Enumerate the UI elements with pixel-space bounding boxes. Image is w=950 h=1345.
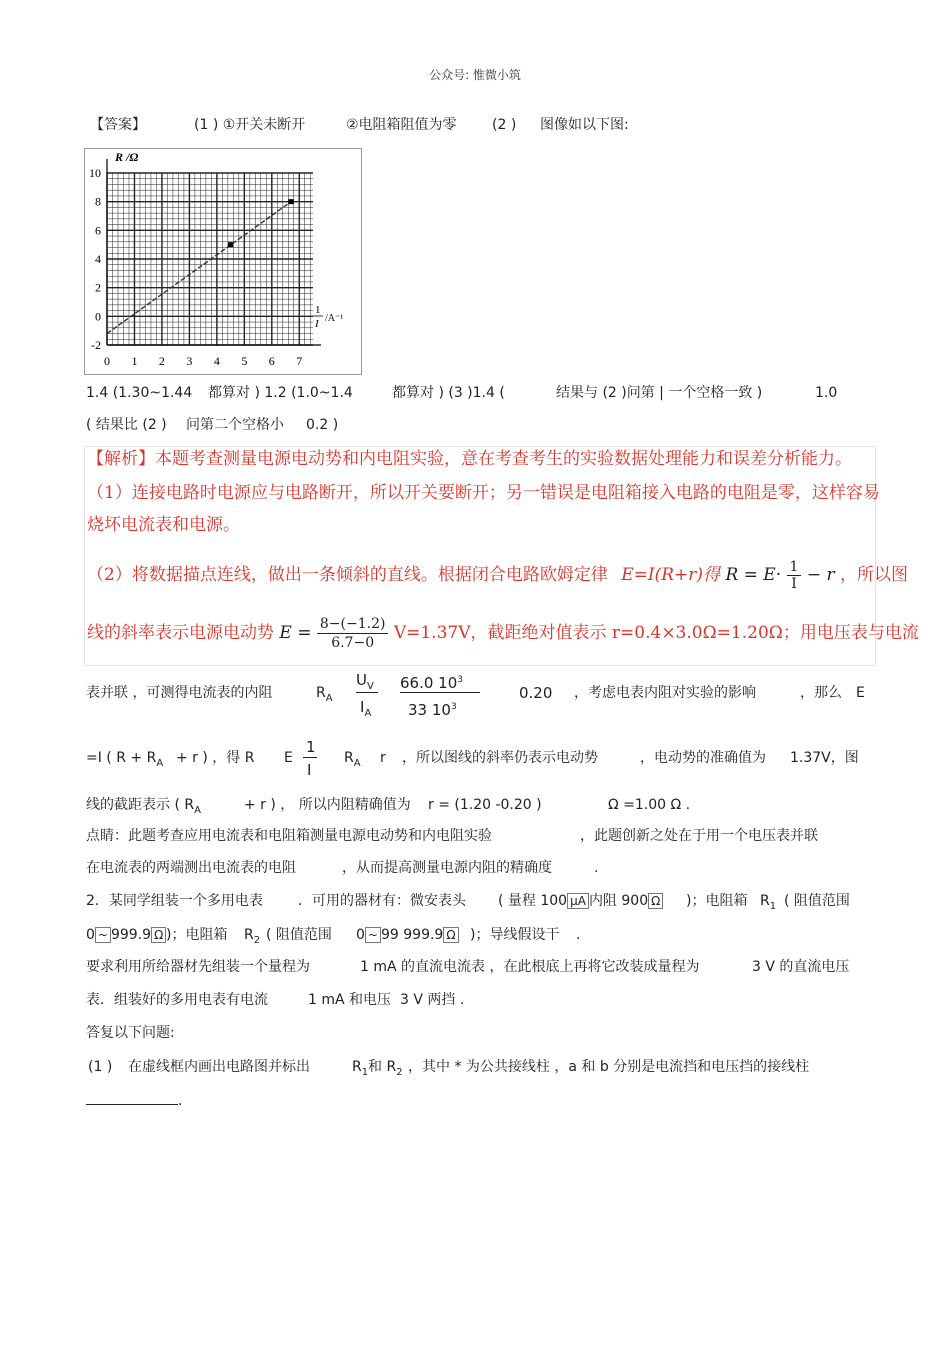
slope-fraction — [317, 615, 389, 652]
formula2-d-text: R — [344, 750, 354, 766]
q3-line — [86, 925, 166, 945]
analysis-line-5 — [87, 615, 919, 652]
q3-text-e: ( 阻值范围 — [266, 927, 332, 943]
formula1-num — [400, 670, 463, 693]
slope-denominator: 6.7−0 — [331, 635, 375, 651]
comment-text-2b: ，从而提高测量电源内阻的精确度 — [342, 860, 552, 876]
answer-part-4: 图像如以下图: — [540, 117, 629, 133]
q5-text-b: 1 mA 和电压 — [308, 992, 392, 1008]
result-text-2a: ( 结果比 (2 ) — [86, 417, 167, 433]
data-point — [289, 199, 294, 204]
chart-frame — [84, 148, 362, 375]
formula1-result: 0.20 — [519, 684, 553, 702]
r-vs-inverse-i-chart — [85, 149, 361, 374]
q3-zero-2: 0 — [356, 927, 365, 943]
r1-symbol: R — [760, 893, 770, 909]
value-fraction-bar — [400, 692, 480, 693]
q7-r2 — [368, 1057, 403, 1083]
intercept-text-d: Ω =1.00 Ω . — [608, 797, 691, 813]
result-text-1d: 结果与 (2 )问第 | 一个空格一致 ) — [556, 385, 763, 401]
result-text-1e: 1.0 — [815, 385, 838, 401]
r-formula: R = E· — [725, 565, 782, 585]
y-tick-label: -2 — [91, 338, 101, 352]
formula1-ia — [360, 697, 371, 724]
result-text-1a: 1.4 (1.30~1.44 — [86, 385, 193, 401]
q7-r2-subscript: 2 — [396, 1066, 403, 1078]
uv-symbol: U — [356, 671, 367, 689]
data-point — [228, 242, 233, 247]
comment-text-1a: 点睛：此题考查应用电流表和电阻箱测量电源电动势和内电阻实验 — [86, 828, 492, 844]
x-tick-label: 5 — [241, 354, 248, 368]
r2-symbol: R — [244, 927, 254, 943]
ohm-symbol-2: Ω — [151, 927, 166, 943]
x-axis-label-denominator: I — [315, 318, 319, 330]
q7-text-e: ，其中 * 为公共接线柱 ，a 和 b 分别是电流挡和电压挡的接线柱 — [408, 1059, 810, 1075]
microamp-symbol: μA — [567, 893, 589, 909]
formula1-ra — [316, 683, 333, 709]
tilde-symbol: ~ — [95, 927, 111, 943]
blank-period: . — [178, 1093, 183, 1109]
q6-text: 答复以下问题: — [86, 1025, 175, 1041]
intercept-text-c: r = (1.20 -0.20 ) — [428, 797, 542, 813]
q4-text-b: 1 mA 的直流电流表 ，在此根底上再将它改装成量程为 — [360, 959, 700, 975]
formula2-c: E — [284, 750, 293, 766]
x-tick-label: 2 — [158, 354, 165, 368]
q7-r1-subscript: 1 — [361, 1066, 369, 1078]
answer-blank — [86, 1090, 182, 1111]
r1-subscript: 1 — [769, 900, 777, 912]
formula1-text-c: ，那么 — [800, 685, 842, 701]
analysis-line-4a: （2）将数据描点连线，做出一条倾斜的直线。根据闭合电路欧姆定律 — [87, 565, 608, 585]
x-tick-label: 1 — [131, 354, 138, 368]
q3-zero: 0 — [86, 927, 95, 943]
answer-part-1: (1 ) ①开关未断开 — [194, 117, 306, 133]
intercept-subscript: A — [194, 804, 201, 816]
q2-range: ( 量程 100 — [498, 893, 568, 909]
answer-part-2: ②电阻箱阻值为零 — [346, 117, 457, 133]
r2-subscript: 2 — [253, 934, 261, 946]
x-tick-label: 4 — [213, 354, 220, 368]
formula2-f: ，所以图线的斜率仍表示电动势 — [402, 750, 598, 766]
answer-tag: 【答案】 — [90, 117, 146, 133]
formula2-fraction-bar — [303, 757, 317, 758]
q5-text-c: 3 V 两挡 . — [400, 992, 465, 1008]
numerator-exponent: 3 — [457, 675, 463, 685]
q2-text-b: ．可用的器材有：微安表头 — [298, 893, 466, 909]
analysis-line-5a: 线的斜率表示电源电动势 — [87, 623, 274, 643]
formula1-text-a: 表并联 ，可测得电流表的内阻 — [86, 685, 273, 701]
formula2-d — [344, 748, 361, 774]
q3-text-i: . — [576, 927, 581, 943]
page-header: 公众号: 惟微小筑 — [429, 68, 521, 82]
ra-subscript: A — [325, 692, 333, 704]
y-tick-label: 10 — [89, 166, 101, 180]
analysis-line-1: 【解析】本题考查测量电源电动势和内电阻实验，意在考查考生的实验数据处理能力和误差分析能力。 — [87, 449, 852, 469]
analysis-line-2: （1）连接电路时电源应与电路断开，所以开关要断开；另一错误是电阻箱接入电路的电阻是零，这样容易 — [87, 483, 880, 503]
q2-r1 — [760, 891, 776, 917]
result-text-1c: 都算对 ) (3 )1.4 ( — [392, 385, 505, 401]
analysis-line-4 — [87, 559, 908, 592]
y-axis-label: R /Ω — [115, 150, 139, 164]
result-text-2b: 问第二个空格小 — [186, 417, 284, 433]
q3-text-h: )；导线假设干 — [470, 927, 560, 943]
y-tick-label: 2 — [95, 280, 101, 295]
x-tick-label: 0 — [104, 354, 110, 368]
y-tick-label: 0 — [95, 309, 101, 324]
result-text-1b: 都算对 ) 1.2 (1.0~1.4 — [208, 385, 353, 401]
q2-text-a: 2．某同学组装一个多用电表 — [86, 893, 263, 909]
ohm-symbol: Ω — [648, 893, 663, 909]
q3-r2 — [244, 925, 260, 951]
comment-text-2c: . — [594, 860, 599, 876]
x-tick-label: 3 — [186, 354, 193, 368]
y-tick-label: 4 — [95, 252, 101, 266]
formula2-b: + r ) ，得 R — [176, 750, 255, 766]
q2-text-c — [498, 891, 663, 911]
q3-text-c: )；电阻箱 — [166, 927, 228, 943]
intercept-text-b: + r ) ， 所以内阻精确值为 — [244, 797, 411, 813]
formula2-g: ，电动势的准确值为 — [640, 750, 766, 766]
formula1-den — [408, 697, 457, 720]
fraction-numerator: 1 — [787, 559, 802, 576]
x-axis-label-unit: /A⁻¹ — [325, 313, 344, 324]
formula2-a — [86, 748, 163, 774]
intercept-text — [86, 795, 201, 821]
q2-text-e: )；电阻箱 — [686, 893, 748, 909]
q7-r1-symbol: R — [352, 1059, 362, 1075]
analysis-image-block — [84, 446, 919, 666]
analysis-line-5e: V=1.37V，截距绝对值表示 — [393, 623, 607, 643]
q5-text-a: 表．组装好的多用电表有电流 — [86, 992, 268, 1008]
formula2-fd: I — [307, 761, 312, 779]
result-text-2c: 0.2 ) — [306, 417, 339, 433]
uv-fraction-bar — [356, 692, 378, 693]
q3-range-max: 999.9 — [110, 927, 152, 943]
formula1-text-b: ，考虑电表内阻对实验的影响 — [574, 685, 756, 701]
q3-range-2 — [356, 925, 459, 945]
q7-r2-text: 和 R — [368, 1059, 397, 1075]
q7-text-b: 在虚线框内画出电路图并标出 — [128, 1059, 310, 1075]
ohm-symbol-3: Ω — [443, 927, 458, 943]
denominator-exponent: 3 — [450, 702, 457, 712]
numerator-value: 66.0 10 — [400, 674, 458, 692]
comment-text-2a: 在电流表的两端测出电流表的电阻 — [86, 860, 296, 876]
formula2-d-subscript: A — [353, 757, 361, 769]
formula1-e: E — [856, 685, 865, 701]
uv-subscript: V — [366, 681, 374, 692]
analysis-line-4g: ，所以图 — [840, 565, 909, 585]
formula2-fn: 1 — [306, 738, 316, 756]
tilde-symbol-2: ~ — [365, 927, 381, 943]
formula2-h: 1.37V，图 — [790, 750, 859, 766]
x-axis-label-numerator: 1 — [315, 304, 321, 316]
ia-subscript: A — [364, 708, 372, 719]
answer-part-3: (2 ) — [492, 117, 517, 133]
q4-text-c: 3 V 的直流电压 — [752, 959, 850, 975]
ohm-law-formula: E=I(R+r)得 — [621, 565, 721, 585]
y-tick-label: 6 — [95, 223, 101, 238]
formula2-a-text: =I ( R + R — [86, 750, 157, 766]
inverse-i-fraction — [787, 559, 802, 592]
fraction-denominator: I — [791, 576, 797, 592]
e-equals: E = — [279, 623, 312, 643]
analysis-line-3: 烧坏电流表和电源。 — [87, 515, 240, 535]
ra-symbol: R — [316, 685, 326, 701]
q2-text-g: ( 阻值范围 — [784, 893, 850, 909]
comment-text-1b: ，此题创新之处在于用一个电压表并联 — [580, 828, 818, 844]
denominator-value: 33 10 — [408, 701, 451, 719]
analysis-line-5f: r=0.4×3.0Ω=1.20Ω；用电压表与电流 — [611, 623, 919, 643]
ia-symbol: I — [360, 698, 365, 716]
q7-r1 — [352, 1057, 368, 1083]
blank-line — [86, 1090, 178, 1105]
x-tick-label: 7 — [296, 354, 303, 368]
q2-resistance: 内阻 900 — [588, 893, 649, 909]
y-tick-label: 8 — [95, 194, 101, 209]
minus-r: − r — [806, 565, 835, 585]
q7-text-a: (1 ) — [88, 1059, 113, 1075]
q4-text-a: 要求利用所给器材先组装一个量程为 — [86, 959, 310, 975]
formula2-e: r — [380, 750, 386, 766]
q3-range-max-2: 99 999.9 — [380, 927, 444, 943]
x-tick-label: 6 — [268, 354, 275, 368]
formula2-a-subscript: A — [156, 757, 164, 769]
slope-numerator: 8−(−1.2) — [317, 615, 389, 634]
intercept-text-a: 线的截距表示 ( R — [86, 797, 195, 813]
